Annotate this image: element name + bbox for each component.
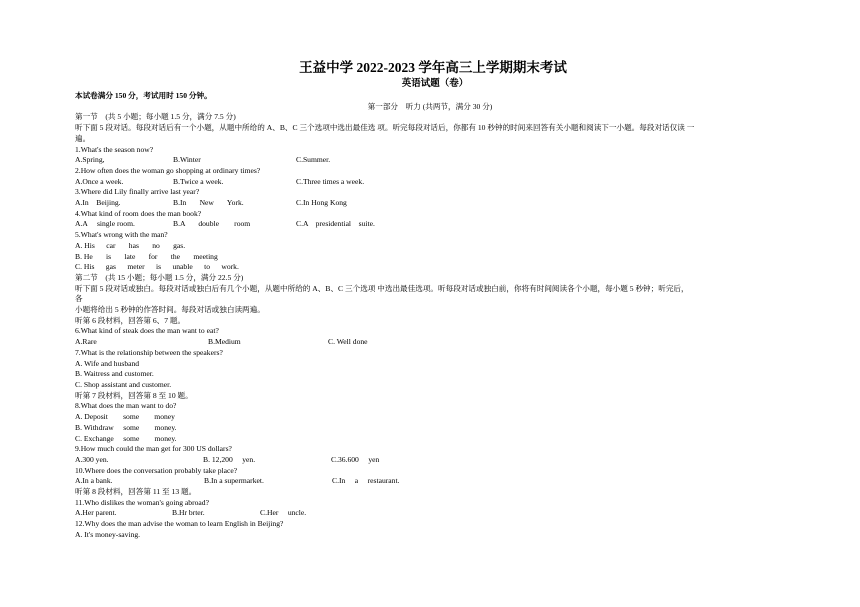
- option-b: B. Waitress and customer.: [75, 369, 154, 379]
- options-1: [75, 155, 785, 166]
- option-a: A.A single room.: [75, 219, 135, 229]
- option-b: B.Hr brter.: [172, 508, 205, 518]
- option-b: B. 12,200 yen.: [203, 454, 256, 464]
- option-a: A.300 yen.: [75, 454, 109, 464]
- option-c: C.In a restaurant.: [332, 476, 400, 486]
- question-6: 6.What kind of steak does the man want to eat?: [75, 326, 219, 336]
- option-c: C. Well done: [328, 337, 368, 347]
- option-c: C.36.600 yen: [331, 454, 380, 464]
- options-4: [75, 219, 785, 230]
- question-10: 10.Where does the conversation probably take place?: [75, 465, 238, 475]
- option-a: A. Deposit some money: [75, 412, 175, 422]
- option-a: A. His car has no gas.: [75, 240, 186, 250]
- option-b: B.In New York.: [173, 198, 244, 208]
- exam-subtitle: 英语试题（卷）: [401, 79, 469, 89]
- option-b: B.A double room: [173, 219, 251, 229]
- question-1: 1.What's the season now?: [75, 144, 154, 154]
- option-a: A.In Beijing.: [75, 198, 121, 208]
- exam-info: 本试卷满分 150 分，考试用时 150 分钟。: [75, 91, 212, 100]
- question-4: 4.What kind of room does the man book?: [75, 208, 202, 218]
- option-b: B. He is late for the meeting: [75, 251, 218, 261]
- options-11: [75, 508, 785, 519]
- option-b: B.Winter: [173, 155, 201, 165]
- option-a: A.Once a week.: [75, 176, 124, 186]
- material-6-note: 听第 6 段材料，回答第 6、7 题。: [75, 315, 186, 325]
- option-c: C.Summer.: [296, 155, 331, 165]
- option-b: B.In a supermarket.: [204, 476, 264, 486]
- option-c: C.In Hong Kong: [296, 198, 347, 208]
- question-9: 9.How much could the man get for 300 US dollars?: [75, 444, 232, 454]
- option-c: C. Exchange some money.: [75, 433, 177, 443]
- section1-instructions-cont: 遍。: [75, 133, 91, 143]
- section2-instructions-cont2: 小题将给出 5 秒钟的作答时间。每段对话或独白读两遍。: [75, 305, 265, 315]
- option-a: A.In a bank.: [75, 476, 113, 486]
- material-7-note: 听第 7 段材料，回答第 8 至 10 题。: [75, 390, 193, 400]
- options-9: [75, 455, 785, 466]
- option-b: B. Withdraw some money.: [75, 422, 177, 432]
- question-7: 7.What is the relationship between the speakers?: [75, 347, 223, 357]
- material-8-note: 听第 8 段材料，回答第 11 至 13 题。: [75, 487, 197, 497]
- section2-heading: 第二节 (共 15 小题；每小题 1.5 分，满分 22.5 分): [75, 272, 244, 282]
- option-a: A. It's money-saving.: [75, 529, 141, 539]
- option-c: C.Three times a week.: [296, 176, 365, 186]
- question-5: 5.What's wrong with the man?: [75, 230, 168, 240]
- question-3: 3.Where did Lily finally arrive last year?: [75, 187, 200, 197]
- question-8: 8.What does the man want to do?: [75, 401, 177, 411]
- section2-instructions-cont1: 各: [75, 294, 83, 304]
- question-2: 2.How often does the woman go shopping at ordinary times?: [75, 165, 261, 175]
- section1-instructions: 听下面 5 段对话。每段对话后有一个小题，从题中所给的 A、B、C 三个选项中选出最佳选 项。听完每段对话后，你都有 10 秒钟的时间来回答有关小题和阅读下一小题。每段对话仅读 一: [75, 123, 695, 133]
- option-c: C. Shop assistant and customer.: [75, 379, 172, 389]
- option-a: A.Rare: [75, 337, 97, 347]
- option-c: C.Her uncle.: [260, 508, 307, 518]
- options-2: [75, 177, 785, 188]
- section2-instructions: 听下面 5 段对话或独白。每段对话或独白后有几个小题，从题中所给的 A、B、C 三个选项 中选出最佳选项。听每段对话或独白前，你将有时间阅读各个小题，每小题 5 秒钟；听完后，: [75, 283, 689, 293]
- option-c: C.A presidential suite.: [296, 219, 375, 229]
- question-12: 12.Why does the man advise the woman to learn English in Beijing?: [75, 519, 284, 529]
- options-6: [75, 337, 785, 348]
- options-3: [75, 198, 785, 209]
- option-b: B.Medium: [208, 337, 241, 347]
- option-c: C. His gas meter is unable to work.: [75, 262, 239, 272]
- options-10: [75, 476, 785, 487]
- option-b: B.Twice a week.: [173, 176, 224, 186]
- document-page: [75, 58, 785, 541]
- question-11: 11.Who dislikes the woman's going abroad?: [75, 497, 209, 507]
- option-a: A. Wife and husband: [75, 358, 140, 368]
- option-a: A.Her parent.: [75, 508, 117, 518]
- section1-heading: 第一节 (共 5 小题；每小题 1.5 分，满分 7.5 分): [75, 112, 236, 122]
- option-a: A.Spring,: [75, 155, 105, 165]
- part-heading: 第一部分 听力 (共两节，满分 30 分): [367, 101, 493, 111]
- exam-title: 王益中学 2022-2023 学年高三上学期期末考试: [299, 60, 567, 75]
